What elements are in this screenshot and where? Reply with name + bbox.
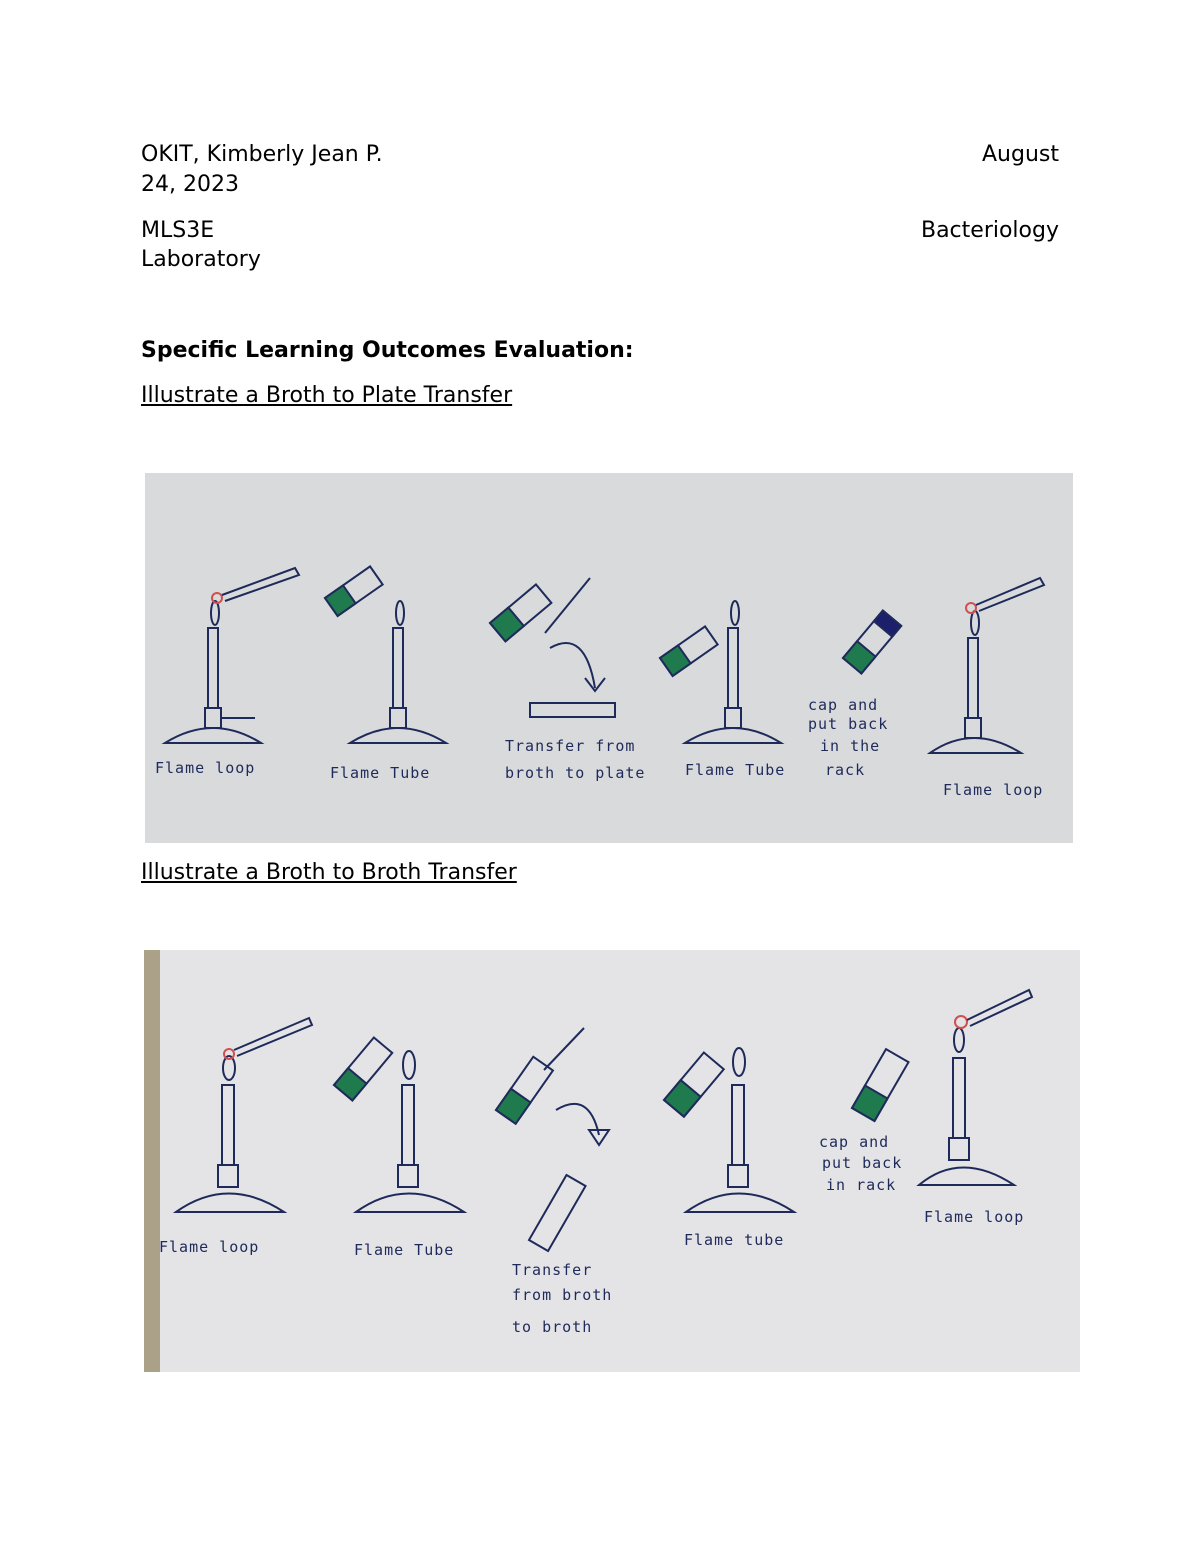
step3-label-b: from broth: [512, 1286, 613, 1304]
date-part1: August: [982, 142, 1059, 167]
step4-label: Flame tube: [684, 1231, 785, 1249]
step5-label-c: in rack: [826, 1176, 897, 1194]
figure1-caption: Illustrate a Broth to Plate Transfer: [141, 383, 513, 408]
step3-label-b: broth to plate: [505, 764, 646, 782]
drawing-canvas: [145, 473, 1073, 843]
page-title: Specific Learning Outcomes Evaluation:: [141, 338, 634, 363]
broth-to-plate-drawing: [145, 473, 1073, 843]
step5-label-b: put back: [822, 1154, 903, 1172]
step1-label: Flame loop: [155, 759, 256, 777]
section-code: MLS3E: [141, 218, 215, 243]
step2-label: Flame Tube: [330, 764, 431, 782]
step6-label: Flame loop: [924, 1208, 1025, 1226]
date-part2: 24, 2023: [141, 172, 239, 197]
step6-label: Flame loop: [943, 781, 1044, 799]
step2-label: Flame Tube: [354, 1241, 455, 1259]
course-part1: Bacteriology: [920, 218, 1059, 243]
step4-label: Flame Tube: [685, 761, 786, 779]
step5-label-a: cap and: [819, 1133, 890, 1151]
step3-label-a: Transfer from: [505, 737, 636, 755]
figure2-caption: Illustrate a Broth to Broth Transfer: [141, 860, 517, 885]
step5-label-b: put back: [808, 715, 889, 733]
step3-label-a: Transfer: [512, 1261, 593, 1279]
step1-label: Flame loop: [159, 1238, 260, 1256]
course-part2: Laboratory: [141, 247, 261, 272]
step5-label-d: rack: [825, 761, 866, 779]
student-name: OKIT, Kimberly Jean P.: [141, 142, 383, 167]
step3-label-c: to broth: [512, 1318, 593, 1336]
step5-label-a: cap and: [808, 696, 879, 714]
broth-to-broth-drawing: [144, 950, 1080, 1372]
step5-label-c: in the: [820, 737, 881, 755]
drawing-canvas: [144, 950, 1080, 1372]
